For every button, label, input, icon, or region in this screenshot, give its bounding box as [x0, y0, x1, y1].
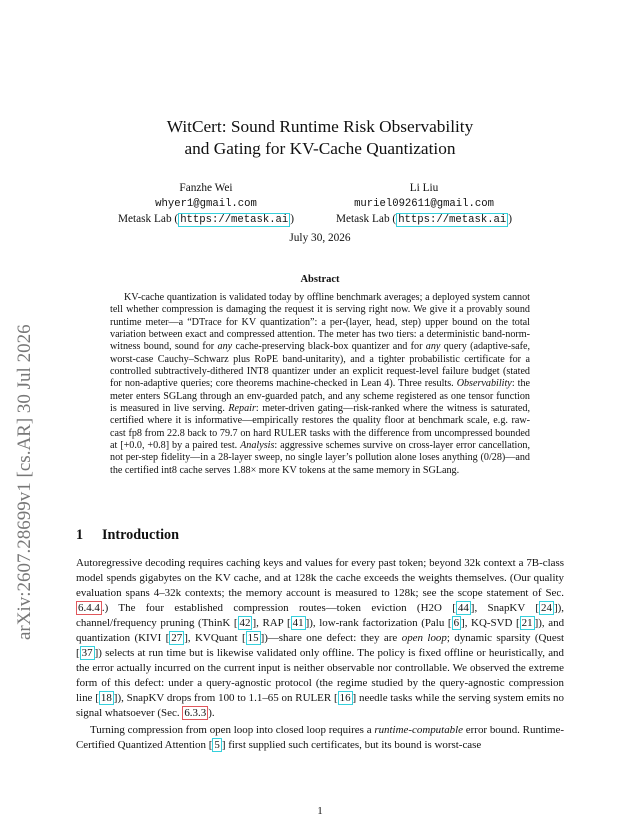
citation-link[interactable]: 42 [239, 617, 251, 630]
citation-link[interactable]: 16 [339, 692, 351, 705]
citation-link[interactable]: 6 [453, 617, 460, 630]
affiliation-link[interactable]: https://metask.ai [180, 214, 289, 226]
citation-link[interactable]: 27 [171, 632, 183, 645]
author-affiliation: Metask Lab ( https://metask.ai ) [117, 213, 295, 226]
author-name: Li Liu [409, 182, 439, 194]
author-name: Fanzhe Wei [179, 182, 233, 194]
section-title: Introduction [102, 527, 179, 543]
section-ref-link[interactable]: 6.4.4 [78, 602, 100, 615]
citation-link[interactable]: 18 [100, 692, 112, 705]
citation-link[interactable]: 21 [521, 617, 533, 630]
citation-link[interactable]: 5 [214, 739, 220, 752]
author-2 [314, 181, 534, 229]
author-affiliation: Metask Lab ( https://metask.ai ) [335, 213, 513, 226]
paper-date: July 30, 2026 [289, 232, 351, 244]
author-email[interactable]: muriel092611@gmail.com [354, 197, 494, 210]
page-number: 1 [317, 805, 323, 817]
intro-paragraph-2: Turning compression from open loop into closed loop requires a runtime-computable error bound. Runtime-Certified Quantized Attention [ 5 ] first supplied such certificates, but its bound is worst-case [76, 724, 564, 752]
citation-link[interactable]: 37 [81, 647, 93, 660]
abstract-text: KV-cache quantization is validated today by offline benchmark averages; a deployed system cannot tell whether compression is damaging the request it is serving right now. We give it a provably sound runtime meter—a “DTrace for KV quantization”: a per-(layer, head, step) upper bound on the total variation between exact and compressed attention. The meter has two tiers: a deterministic band-norm-witness bound, sound for any cache-preserving black-box quantizer and for any query (adaptive-safe, worst-case Cauchy–Schwarz plus RoPE band-unitarity), and a tighter probabilistic certificate for a controlled subtractively-dithered INT8 quantizer under an explicit request-level failure budget (stated for non-adaptive queries; core theorems machine-checked in Lean 4). Three results. Observability: the meter enters SGLang through an env-guarded patch, and any scheme registered as one tensor function is measured in live serving. Repair: meter-driven gating—risk-ranked where the witness is saturated, certified where it is informative—empirically restores the quality floor at benchmark scale, e.g. raw-cast fp8 from 22.8 back to 79.7 on hard RULER tasks with the difference from uncompressed bounded at [+0.0, +0.8] by a paired test. Analysis: aggressive schemes survive on cross-layer error cancellation, not per-step fidelity—in a 28-layer sweep, no single layer’s pollution alone loses anything (0/28)—and the certified int8 cache serves 1.88× more KV tokens at the same memory in SGLang. [110, 292, 531, 476]
citation-link[interactable]: 15 [247, 632, 259, 645]
section-number: 1 [76, 527, 84, 543]
arxiv-identifier: arXiv:2607.28699v1 [cs.AR] 30 Jul 2026 [14, 324, 35, 640]
affiliation-link[interactable]: https://metask.ai [398, 214, 507, 226]
paper-title: WitCert: Sound Runtime Risk Observability and Gating for KV-Cache Quantization [166, 117, 474, 158]
author-1 [96, 181, 316, 229]
citation-link[interactable]: 24 [541, 602, 552, 615]
section-heading [76, 527, 179, 544]
citation-link[interactable]: 41 [292, 617, 304, 630]
abstract-heading: Abstract [300, 274, 340, 285]
intro-paragraph-1: Autoregressive decoding requires caching keys and values for every past token; beyond 32k context a 7B-class model spends gigabytes on the KV cache, and at 128k the cache exceeds the weights themselves. (Our quality evaluation spans 4–32k contexts; the memory account is measured to 128k; see the scope statement of Sec. 6.4.4 .) The four established compression routes—token eviction (H2O [ 44 ], SnapKV [ 24 ]), channel/frequency pruning (ThinK [ 42 ], RAP [ 41 ]), low-rank factorization (Palu [ 6 ], KQ-SVD [ 21 ]), and quantization (KIVI [ 27 ], KVQuant [ 15 ])—share one defect: they are open loop; dynamic sparsity (Quest [ 37 ]) selects at run time but is likewise validated only offline. The policy is fixed offline or heuristically, and the error actually incurred on the current input is neither observable nor controllable. We observed the extreme form of this defect: under a query-agnostic protocol (the regime studied by the query-agnostic compression line [ 18 ]), SnapKV drops from 100 to 1.1–65 on RULER [ 16 ] needle tasks while the serving system emits no signal whatsoever (Sec. 6.3.3 ). [76, 557, 565, 720]
author-email[interactable]: whyer1@gmail.com [155, 197, 257, 210]
citation-link[interactable]: 44 [457, 602, 469, 615]
section-ref-link[interactable]: 6.3.3 [184, 707, 207, 720]
